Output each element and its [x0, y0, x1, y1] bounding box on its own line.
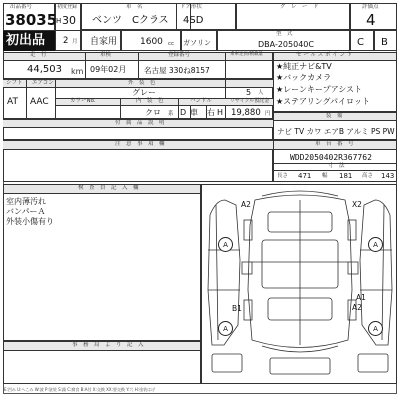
chassis-number: WDD2050402R367762	[290, 153, 372, 162]
plate-number: 名古屋 330ね8157	[144, 66, 210, 75]
car-type: 車	[190, 108, 198, 117]
sales-point: ★レーンキープアシスト	[276, 85, 363, 94]
inspector-line: 室内薄汚れ	[6, 197, 46, 206]
fuel: ガソリン	[183, 39, 211, 47]
era: H	[56, 17, 62, 25]
month-unit: 月	[72, 39, 78, 45]
aircon-label: エアコン	[32, 80, 54, 86]
capacity: 5	[246, 88, 252, 97]
kei-label: 系	[168, 111, 174, 117]
model-code: DBA-205040C	[258, 40, 314, 49]
cc-unit: cc	[168, 41, 175, 47]
sales-point: ★純正ナビ&TV	[276, 62, 332, 71]
capacity-label: 乗車定員/積載量	[230, 52, 264, 57]
car-name: ベンツ Cクラス	[92, 15, 169, 26]
exterior-color: グレー	[132, 88, 156, 97]
plate-label: 登録番号	[168, 52, 191, 58]
inspection-date: 09年02月	[90, 65, 127, 74]
damage-mark-a-right-rear: A	[368, 321, 383, 336]
damage-mark-a-left-rear: A	[218, 321, 233, 336]
height-label: 高さ	[362, 173, 374, 179]
damage-mark-b1: B1	[232, 304, 242, 313]
legend-footer: E:凹み U:へこみ W:波 P:塗装 S:錆 C:腐食 B:A付 X:交換 XX:要交換 Y:穴 H:塗装はげ	[4, 387, 156, 392]
capacity-unit: 人	[258, 90, 264, 96]
shift-label: シフト	[6, 80, 23, 86]
aircon: AAC	[30, 97, 49, 107]
height-value: 143	[381, 172, 395, 180]
notes-label: 注 意 事 項 欄	[115, 141, 165, 147]
width-label: 幅	[322, 173, 328, 179]
h-label: H	[217, 108, 224, 117]
sales-label: セ ー ル ス ポ イ ン ト	[296, 52, 353, 58]
color-no-label: カラーNo.	[70, 98, 96, 104]
recycle-label: リサイクル預託金	[230, 98, 270, 104]
d-label: D	[180, 108, 187, 117]
inspection-label: 車検	[100, 52, 112, 58]
size-label: 寸 法	[328, 163, 345, 169]
lot-number: 38035	[5, 11, 58, 29]
damage-mark-a2-front: A2	[241, 200, 251, 209]
car-name-label: 車 名	[126, 4, 143, 10]
damage-mark-a1: A1	[356, 293, 366, 302]
sales-point: ★ステアリングパイロット	[276, 97, 370, 106]
mileage-unit: km	[71, 67, 84, 76]
interior-score: C	[357, 37, 364, 48]
model-label: 型 式	[276, 31, 293, 37]
chassis-label: 車 台 番 号	[315, 141, 354, 147]
first-listing-text: 初出品	[6, 33, 46, 48]
handle-label: ハンドル	[190, 98, 213, 104]
damage-mark-a-left-front: A	[218, 237, 233, 252]
door-label: ドア形状	[180, 4, 202, 10]
exterior-score: B	[381, 37, 388, 48]
damage-mark-a-right-front: A	[368, 237, 383, 252]
score: 4	[366, 11, 376, 29]
inspector-line: バンパーＡ	[6, 207, 46, 216]
steering: 右	[207, 108, 215, 117]
ext-color-label: 外 装 色	[128, 80, 156, 86]
equipment-label: 装 備	[326, 113, 343, 119]
length-label: 長さ	[277, 173, 289, 179]
recycle-unit: 円	[265, 111, 271, 117]
equipment-items: ナビ TV カワ エアB アルミ PS PW	[277, 127, 395, 136]
width-value: 181	[339, 172, 353, 180]
interior-color: クロ	[145, 108, 161, 117]
displacement: 1600	[140, 37, 163, 47]
reg-year: 30	[62, 14, 76, 27]
int-color-label: 内 装 色	[136, 98, 164, 104]
first-reg-label: 初度登録	[57, 4, 78, 10]
reg-month: 2	[63, 36, 69, 46]
dealer-label: 事 務 局 よ り 記 入	[72, 342, 144, 348]
inspector-label: 検 査 員 記 入 欄	[78, 185, 139, 191]
mileage-label: 走 行	[30, 52, 47, 58]
damage-mark-a2-rear: A2	[352, 303, 362, 312]
lot-number-label: 出品番号	[10, 4, 33, 10]
usage: 自家用	[90, 37, 118, 47]
door-type: 4SD	[183, 15, 204, 26]
damage-mark-x2: X2	[352, 200, 362, 209]
sales-point: ★バックカメラ	[276, 73, 332, 82]
score-label: 評価点	[362, 4, 379, 10]
recycle-fee: 19,880	[231, 108, 261, 118]
grade-label: グ レ ー ド	[280, 4, 319, 10]
mileage: 44,503	[27, 64, 62, 75]
inspector-line: 外装小傷有り	[6, 217, 54, 226]
accessory-label: 付 属 品 説 明	[115, 120, 165, 126]
shift: AT	[7, 97, 18, 107]
length-value: 471	[298, 172, 312, 180]
